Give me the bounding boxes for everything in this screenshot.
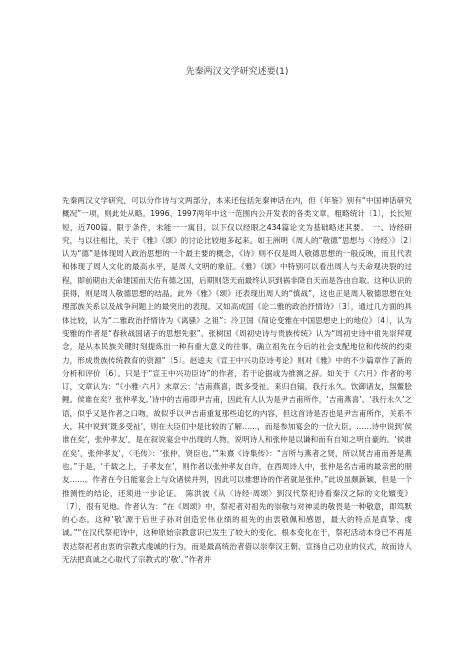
body-text xyxy=(62,194,412,566)
body-paragraph: 先秦两汉文学研究，可以分作诗与文两部分，本来还包括先秦神话在内，但《年鉴》别有“中国神话研究概况”一项，则此处从略。1996、1997两年中这一范围内公开发表的各类文章，粗略统计〔1〕，长长短短，近700篇。限于条件，未能一一寓目，以下仅以经眼之434篇论文为基础略述其要。 一、诗经研究，与以往相比，关于《雅》《颂》的讨论比较地多起来。如王洲明《周人的“敬德”思想与〈诗经〉》〔2〕认为“德”是体现周人政治思想的一个最主要的概念，《诗》则不仅是周人敬德思想的一般反映，而且代表和体现了周人文化的最高水平，是周人文明的象征。《雅》《颂》中特别可以看出周人与天命观决裂的过程，即前期由天命建国而天佑有德之国，后期则怨天而最终认识到祸非降自天而是咎由自取。这种认识的获得，则是周人敬德思想的结晶。此外《雅》《颂》还表现出周人的“慎战”，这也正是周人敬德思想在处理部族关系以及战争问题上的最突出的表现。又如高成国《论二雅的政治抒情诗》〔3〕，通过几方面的具体比较，认为“二雅政治抒情诗为《离骚》之祖”；冷卫国《简论变雅在中国思想史上的地位》〔4〕，认为变雅的作者是“春秋战国诸子的思想先驱”。张树国《周初史诗与贵族传统》认为“周初史诗中祖先崇拜观念，是从本民族关键时刻提炼出一种有重大意义的往事，确立祖先在今后的社会支配地位和传统的约束力，形成贵族传统教育的资源”〔5〕。赵逵夫《宣王中兴功臣诗考论》则对《雅》中的不少篇章作了新的分析和评价〔6〕。只是于“宣王中兴功臣诗”的作者，若干论据或为推测之辞。如关于《六月》作者的考订，文章认为：“《小雅·六月》末章云：‘吉甫燕喜，既多受祉。来归自镐，我行永久。饮御诸友，炰鳖脍鲤。侯谁在矣？张仲孝友。’诗中的吉甫即尹吉甫，因此有人认为是尹吉甫所作，‘吉甫燕喜’、‘我行永久’之语，似乎又是作者之口吻，故似乎以尹吉甫重复那些追忆的内容，但这首诗是否也是尹吉甫所作，关系不大。其中说到‘既多受祉’，则在大臣们中是比较的了解……，而是参加宴会的一位大臣。……诗中说到‘侯谁在矣’，张仲孝友’，是在叙说宴会中出现的人物，说明诗人和张仲是以谦和而有自知之明自豪的。‘侯谁在矣’，张仲孝友’，〈毛传〉：‘张仲，贤臣也。’”朱熹《诗集传》：“言所与燕者之贤，所以贤吉甫而善是燕也。”于是，‘千载之上，子孝友在’，则作者以张仲孝友自许，在西周诗人中，张仲是名吉甫的最亲密的朋友……。作者在今日能宴会上与众诸侯并列，因此可以推想诗的作者就是张仲。”此说虽颇新颖，但是一个推测性的结论，还须进一步论证。 陈洪波《从〈诗经·周颂〉到汉代祭祀诗看秦汉之际的文化嬗变》〔7〕，很有见地。作者认为：“在《周颂》中，祭祀者对祖先的崇敬与对神灵的敬畏是一种敬意，即笃默的心态。这种‘敬’源于后世子孙对创造宏伟业绩的祖先的由衷敬佩和感恩，最大的特点是真挚、虔诚。”“在汉代祭祀诗中，这种原始宗教意识已发生了较大的变化。根本变化在于，祭祀活动本身已不再是表达祭祀者由衷的宗教式虔诚的行为，而是最高统治者借以崇奉汉王朝、宣扬自己功业的仪式，故而诗人无法把真诚之心取代了宗教式的‘敬’。”作者并 xyxy=(62,196,412,565)
document-title: 先秦两汉文学研究述要(1) xyxy=(185,67,289,77)
